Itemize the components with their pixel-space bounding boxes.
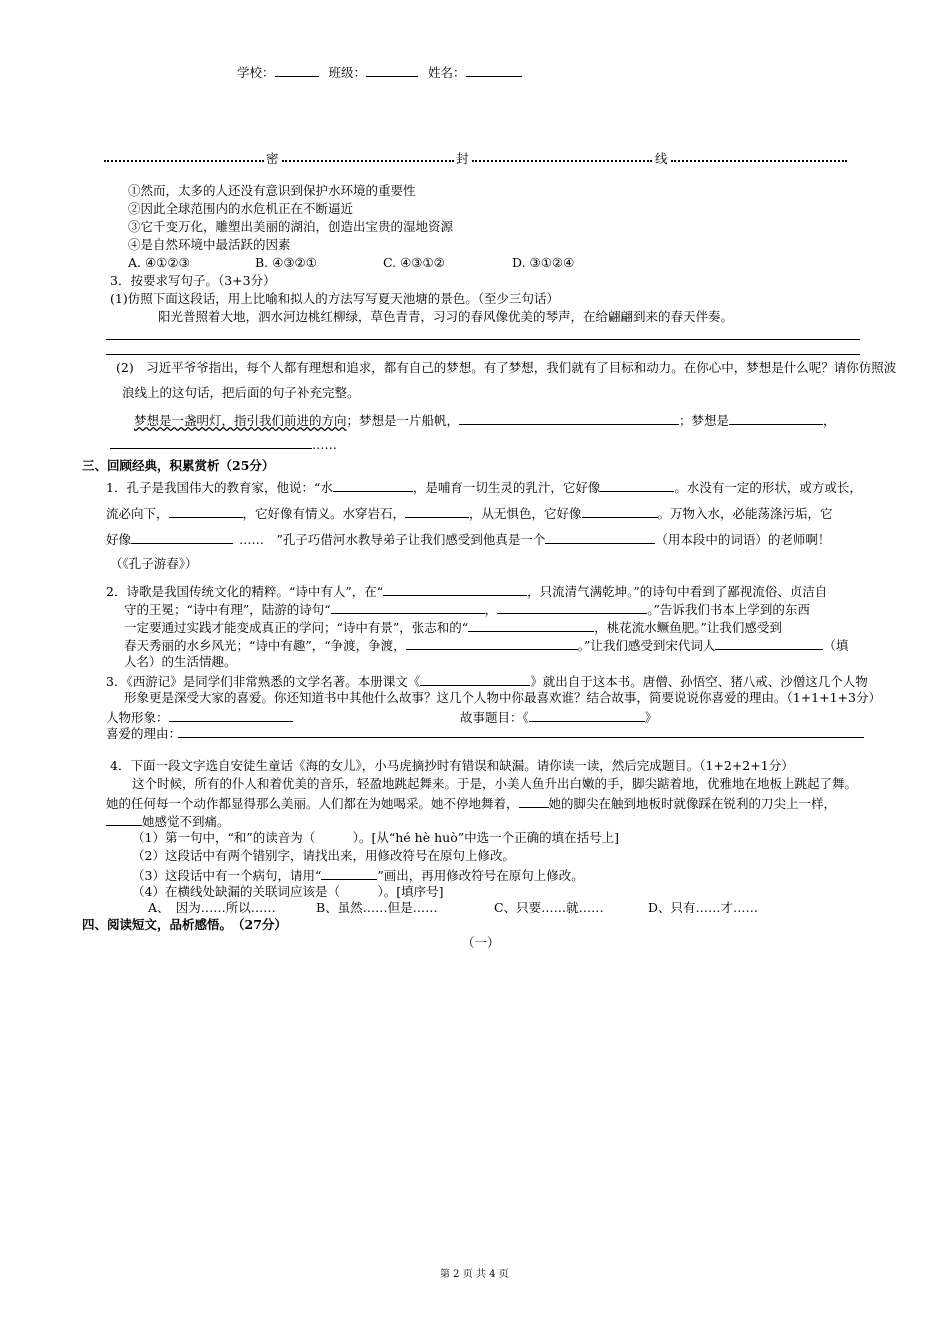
text: 。”告诉我们书本上学到的东西 xyxy=(647,602,810,617)
text: 一定要通过实践才能变成真正的学问；“诗中有景”，张志和的“ xyxy=(124,620,469,635)
text: ，是哺育一切生灵的乳汁，它好像 xyxy=(412,480,601,495)
q3-part1-sample: 阳光普照着大地，泗水河边桃红柳绿，草色青青，习习的春风像优美的琴声，在给翩翩到来的春天伴奏。 xyxy=(158,309,734,324)
section3-title: 三、回顾经典，积累赏析（25分） xyxy=(82,458,275,473)
text: 故事题目：《 xyxy=(460,710,529,725)
text: （用本段中的词语）的老师啊！ xyxy=(655,532,831,547)
seal-char-xian: 线 xyxy=(655,151,668,166)
fill-blank[interactable] xyxy=(321,866,377,880)
dream-blank[interactable] xyxy=(729,411,823,425)
s3-q4-sub1: （1）第一句中，“和”的读音为（ ）。[从“hé hè huò”中选一个正确的填在括号上] xyxy=(132,830,619,845)
text: ， xyxy=(484,602,498,617)
fill-blank[interactable] xyxy=(715,636,823,650)
text: 她的脚尖在触到地板时就像踩在锐利的刀尖上一样， xyxy=(548,796,837,811)
q3-part2-line2: 浪线上的这句话，把后面的句子补充完整。 xyxy=(122,385,360,400)
wavy-sentence: 梦想是一盏明灯，指引我们前进的方向 xyxy=(134,413,347,428)
class-blank[interactable] xyxy=(366,63,418,77)
page-number: 第 2 页 共 4 页 xyxy=(440,1269,509,1280)
fill-blank[interactable] xyxy=(383,582,527,596)
class-label: 班级： xyxy=(328,65,367,80)
section4-part: （一） xyxy=(462,935,500,950)
answer-line[interactable] xyxy=(178,737,864,738)
fill-blank[interactable] xyxy=(169,504,243,518)
dream-blank[interactable] xyxy=(110,435,312,449)
text: 》 xyxy=(644,710,658,725)
fill-blank[interactable] xyxy=(106,812,142,826)
s3-q4-sub2: （2）这段话中有两个错别字，请找出来，用修改符号在原句上修改。 xyxy=(132,848,515,863)
fill-blank[interactable] xyxy=(331,600,485,614)
text: （填 xyxy=(823,638,849,653)
fill-blank[interactable] xyxy=(406,636,578,650)
s3-q2-line2 xyxy=(124,600,810,618)
fill-blank[interactable] xyxy=(582,504,658,518)
section4-title: 四、阅读短文，品析感悟。 （27分） xyxy=(82,917,287,932)
fill-blank[interactable] xyxy=(600,478,674,492)
school-blank[interactable] xyxy=(275,63,319,77)
text: 1．孔子是我国伟大的教育家，他说：“水 xyxy=(106,480,333,495)
option-a[interactable]: A. ④①②③ xyxy=(128,255,190,270)
s3-q4-para2 xyxy=(106,794,836,812)
s3-q1-line3 xyxy=(106,530,830,548)
s3-q3-reason: 喜爱的理由： xyxy=(106,726,182,741)
dream-blank[interactable] xyxy=(459,411,679,425)
sentence-item: ③它千变万化，雕塑出美丽的湖泊，创造出宝贵的湿地资源 xyxy=(128,219,454,234)
option-d[interactable]: D、只有……才…… xyxy=(648,900,759,915)
text: 3．《西游记》是同学们非常熟悉的文学名著。本册课文《 xyxy=(106,674,421,689)
sentence-item: ①然而，太多的人还没有意识到保护水环境的重要性 xyxy=(128,183,416,198)
q3-part2-line1: (2) 习近平爷爷指出，每个人都有理想和追求，都有自己的梦想。有了梦想，我们就有了目标和动力。在你心中，梦想是什么呢？请你仿照波 xyxy=(116,360,897,375)
text: 。”让我们感受到宋代词人 xyxy=(577,638,716,653)
q3-title: 3．按要求写句子。（3+3分） xyxy=(110,273,276,288)
text: ，桃花流水鳜鱼肥。”让我们感受到 xyxy=(594,620,782,635)
text: 2．诗歌是我国传统文化的精粹。“诗中有人”，在“ xyxy=(106,584,384,599)
s3-q4-sub4: （4）在横线处缺漏的关联词应该是（ ）。[填序号] xyxy=(132,884,444,899)
name-label: 姓名： xyxy=(428,65,466,80)
seal-char-mi: 密 xyxy=(266,151,279,166)
seal-char-feng: 封 xyxy=(456,151,469,166)
fill-blank[interactable] xyxy=(545,530,655,544)
school-label: 学校： xyxy=(237,65,275,80)
text: 流必向下， xyxy=(106,506,169,521)
s3-q3-line1 xyxy=(106,672,868,690)
fill-blank[interactable] xyxy=(497,600,647,614)
s3-q2-line5: 人名）的生活情趣。 xyxy=(124,654,237,669)
option-c[interactable]: C、只要……就…… xyxy=(494,900,604,915)
s3-q2-line1 xyxy=(106,582,827,600)
s3-q1-source: （《孔子游春》） xyxy=(110,556,198,571)
text: ，从无惧色，它好像 xyxy=(469,506,582,521)
s3-q4-para3 xyxy=(106,812,230,830)
option-d[interactable]: D. ③①②④ xyxy=(512,255,575,270)
q3-part1-instruction: (1)仿照下面这段话，用上比喻和拟人的方法写写夏天池塘的景色。（至少三句话） xyxy=(110,291,559,306)
text: ，它好像有情义。水穿岩石， xyxy=(242,506,406,521)
text: （3）这段话中有一个病句，请用“ xyxy=(132,868,322,883)
option-b[interactable]: B、虽然……但是…… xyxy=(316,900,438,915)
s3-q3-line2: 形象更是深受大家的喜爱。你还知道书中其他什么故事？这几个人物中你最喜欢谁？结合故事，简要说说你喜爱的理由。（1+1+1+3分） xyxy=(124,690,881,705)
s3-q2-line3 xyxy=(124,618,782,636)
s3-q1-line2 xyxy=(106,504,833,522)
text: 。万物入水，必能荡涤污垢，它 xyxy=(657,506,833,521)
text: 》就出自于这本书。唐僧、孙悟空、猪八戒、沙僧这几个人物 xyxy=(530,674,868,689)
fill-blank[interactable] xyxy=(519,794,549,808)
text: 她的任何每一个动作都显得那么美丽。人们都在为她喝采。她不停地舞着， xyxy=(106,796,519,811)
s3-q2-line4 xyxy=(124,636,848,654)
s3-q4-sub3 xyxy=(132,866,584,884)
sentence-item: ④是自然环境中最活跃的因素 xyxy=(128,237,291,252)
dream-text-2: ；梦想是 xyxy=(679,413,730,428)
s3-q4-para1: 这个时候，所有的仆人和着优美的音乐，轻盈地跳起舞来。于是，小美人鱼升出白嫩的手，脚尖踮着地，优雅地在地板上跳起了舞。 xyxy=(132,776,858,791)
fill-blank[interactable] xyxy=(468,618,594,632)
text: 好像 xyxy=(106,532,132,547)
fill-blank[interactable] xyxy=(420,672,530,686)
fill-blank[interactable] xyxy=(405,504,469,518)
option-a[interactable]: A、 因为……所以…… xyxy=(148,900,276,915)
s3-q4-line1: 4．下面一段文字选自安徒生童话《海的女儿》，小马虎摘抄时有错误和缺漏。请你读一读，然后完成题目。（1+2+2+1分） xyxy=(110,758,794,773)
q3-part2-dream-line xyxy=(134,411,836,429)
text: 春天秀丽的水乡风光；“诗中有趣”，“争渡，争渡， xyxy=(124,638,406,653)
s3-q3-character xyxy=(106,708,293,726)
name-blank[interactable] xyxy=(466,63,522,77)
option-b[interactable]: B. ④③②① xyxy=(255,255,317,270)
answer-line[interactable] xyxy=(106,339,860,340)
dream-text: ；梦想是一片船帆， xyxy=(346,413,460,428)
s3-q1-line1 xyxy=(106,478,862,496)
fill-blank[interactable] xyxy=(169,708,293,722)
answer-line[interactable] xyxy=(106,354,860,355)
text: 守的王冕；“诗中有理”，陆游的诗句“ xyxy=(124,602,331,617)
fill-blank[interactable] xyxy=(529,708,645,722)
dream-punct: ， xyxy=(823,413,836,428)
text: …… ”孔子巧借河水教导弟子让我们感受到他真是一个 xyxy=(239,532,546,547)
option-c[interactable]: C. ④③①② xyxy=(383,255,445,270)
text: ”画出，再用修改符号在原句上修改。 xyxy=(377,868,584,883)
q3-part2-dream-line2 xyxy=(110,435,337,453)
text: 。水没有一定的形状，或方或长， xyxy=(674,480,862,495)
s3-q3-story xyxy=(460,708,657,726)
dream-ellipsis: …… xyxy=(312,437,337,452)
school-name-line xyxy=(237,63,522,81)
fill-blank[interactable] xyxy=(333,478,413,492)
fill-blank[interactable] xyxy=(131,530,233,544)
text: ，只流清气满乾坤。”的诗句中看到了鄙视流俗、贞洁自 xyxy=(527,584,828,599)
sentence-item: ②因此全球范围内的水危机正在不断逼近 xyxy=(128,201,354,216)
text: 她感觉不到痛。 xyxy=(142,814,230,829)
text: 人物形象： xyxy=(106,710,169,725)
